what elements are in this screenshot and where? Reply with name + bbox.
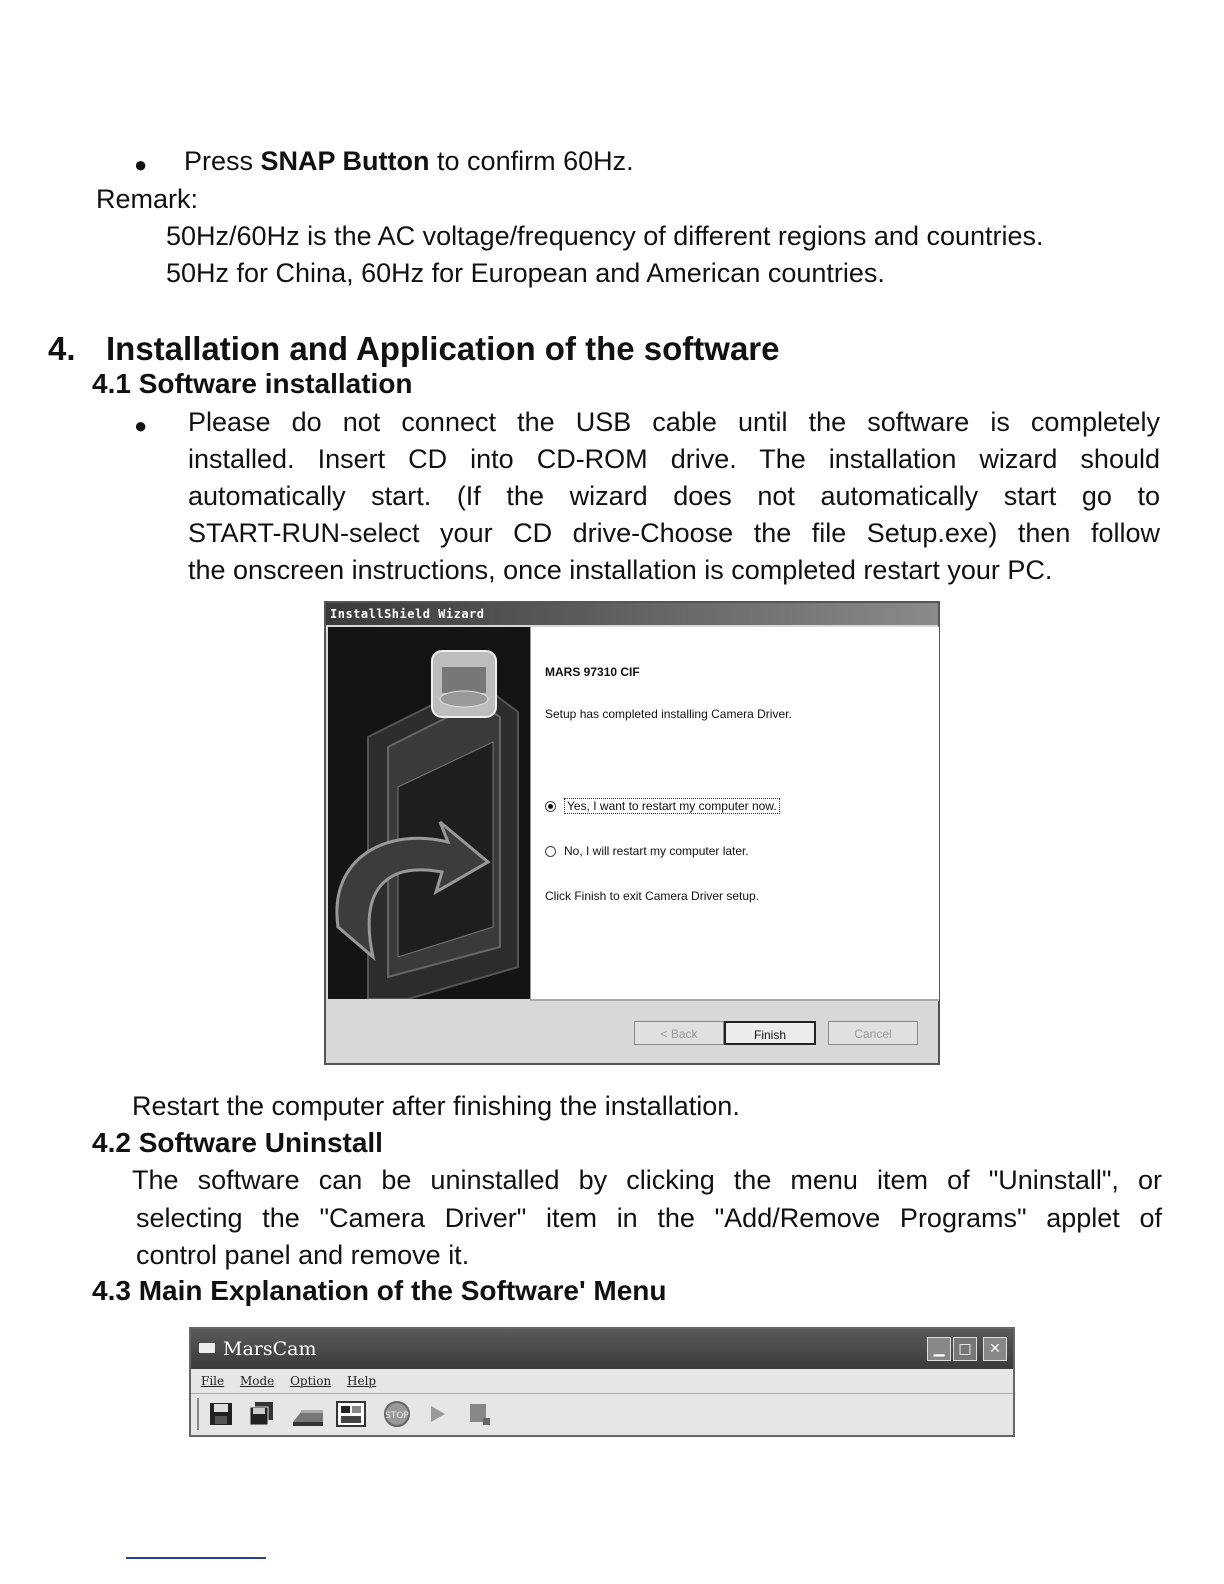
radio-restart-now[interactable] — [545, 799, 780, 813]
installer-illustration-icon — [328, 627, 530, 999]
install-line-1: Please do not connect the USB cable until the software is completely — [188, 407, 1160, 437]
marscam-menubar — [191, 1369, 1013, 1393]
install-line-4: START-RUN-select your CD drive-Choose the file Setup.exe) then follow — [188, 518, 1160, 548]
uninstall-line-2: selecting the "Camera Driver" item in the "Add/Remove Programs" applet of — [136, 1203, 1162, 1233]
install-line-3: automatically start. (If the wizard does not automatically start go to — [188, 481, 1160, 511]
bullet-dot: ● — [134, 413, 148, 438]
minimize-icon[interactable]: ▁ — [927, 1337, 951, 1361]
section-4-3-title: 4.3 Main Explanation of the Software' Menu — [92, 1275, 667, 1306]
save-icon[interactable] — [207, 1400, 235, 1428]
snap-suffix: to confirm 60Hz. — [429, 146, 634, 176]
video-format-icon[interactable] — [335, 1400, 367, 1428]
footer-rule — [126, 1557, 266, 1559]
finish-button[interactable]: Finish — [724, 1021, 816, 1045]
installshield-dialog — [324, 601, 940, 1065]
save-all-icon[interactable] — [247, 1400, 275, 1428]
option-no-label: No, I will restart my computer later. — [564, 844, 749, 858]
wizard-product: MARS 97310 CIF — [545, 665, 640, 679]
scanner-icon[interactable] — [291, 1400, 325, 1428]
menu-option[interactable]: Option — [290, 1374, 332, 1388]
section-4-2-title: 4.2 Software Uninstall — [92, 1127, 383, 1158]
remark-line-1: 50Hz/60Hz is the AC voltage/frequency of different regions and countries. — [166, 221, 1044, 251]
section-4-title: Installation and Application of the software — [106, 330, 780, 367]
window-system-icon — [199, 1343, 215, 1353]
cancel-button[interactable]: Cancel — [828, 1021, 918, 1045]
marscam-toolbar — [191, 1393, 1013, 1434]
radio-selected-icon — [545, 801, 556, 812]
dialog-titlebar: InstallShield Wizard — [326, 603, 938, 625]
menu-mode[interactable]: Mode — [239, 1374, 275, 1388]
menu-help[interactable]: Help — [347, 1374, 377, 1388]
bullet-dot: ● — [134, 152, 148, 177]
radio-restart-later[interactable] — [545, 844, 749, 858]
remark-label: Remark: — [96, 184, 199, 214]
menu-file[interactable]: File — [201, 1374, 225, 1388]
restart-note: Restart the computer after finishing the installation. — [132, 1091, 740, 1121]
close-icon[interactable]: ✕ — [983, 1337, 1007, 1361]
stop-icon[interactable] — [381, 1400, 413, 1428]
wizard-message: Setup has completed installing Camera Driver. — [545, 707, 792, 721]
wizard-side-graphic — [328, 627, 530, 999]
marscam-title: MarsCam — [223, 1338, 317, 1360]
marscam-titlebar — [191, 1329, 1013, 1369]
finish-note: Click Finish to exit Camera Driver setup. — [545, 889, 760, 903]
radio-empty-icon — [545, 846, 556, 857]
svg-text:STOP: STOP — [385, 1411, 409, 1421]
remark-line-2: 50Hz for China, 60Hz for European and American countries. — [166, 258, 885, 288]
maximize-icon[interactable]: □ — [953, 1337, 977, 1361]
section-4-1-title: 4.1 Software installation — [92, 368, 413, 399]
back-button[interactable]: < Back — [634, 1021, 724, 1045]
record-icon[interactable] — [465, 1400, 493, 1428]
uninstall-line-1: The software can be uninstalled by clicking the menu item of "Uninstall", or — [132, 1165, 1162, 1195]
uninstall-line-3: control panel and remove it. — [136, 1240, 470, 1270]
snap-bullet-text — [184, 143, 634, 180]
play-icon[interactable] — [423, 1400, 451, 1428]
install-line-2: installed. Insert CD into CD-ROM drive. The installation wizard should — [188, 444, 1160, 474]
wizard-content — [530, 627, 939, 1001]
snap-prefix: Press — [184, 146, 261, 176]
marscam-window — [189, 1327, 1015, 1437]
option-yes-label: Yes, I want to restart my computer now. — [564, 798, 780, 814]
toolbar-grip — [197, 1398, 199, 1430]
install-line-5: the onscreen instructions, once installation is completed restart your PC. — [188, 555, 1053, 585]
section-4-number: 4. — [48, 330, 76, 367]
snap-bold: SNAP Button — [260, 146, 430, 176]
